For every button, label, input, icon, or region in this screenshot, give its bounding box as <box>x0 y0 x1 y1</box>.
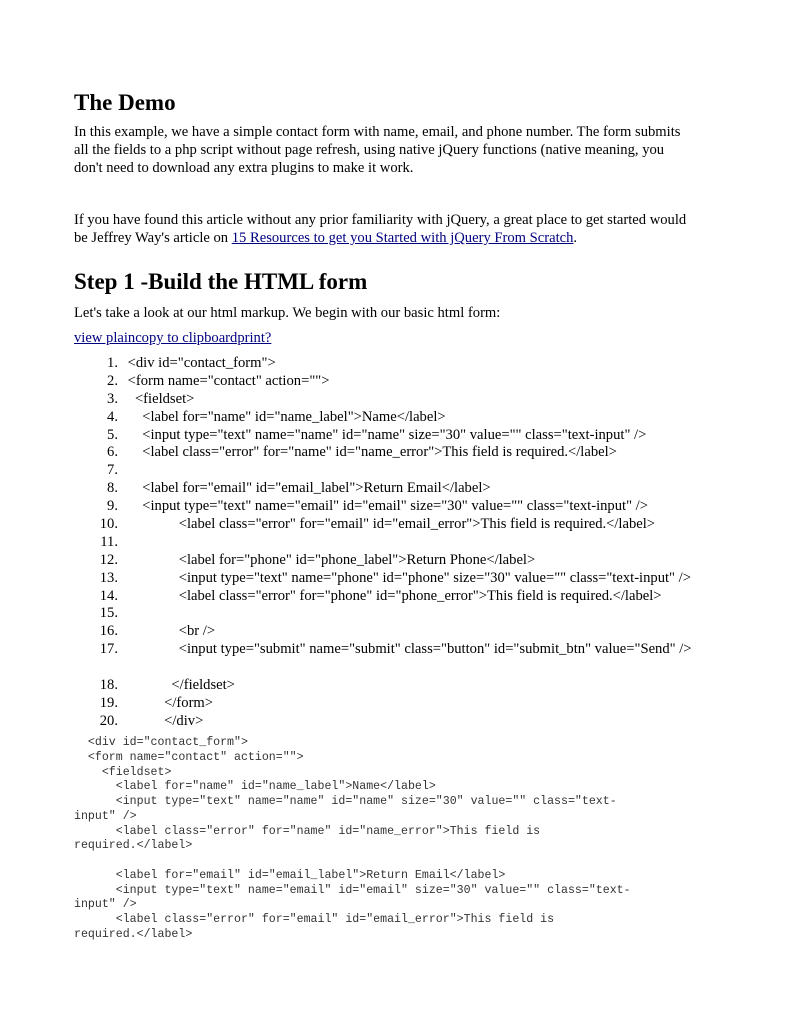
code-line-number: 13. <box>99 569 118 586</box>
code-toolbar <box>74 329 271 347</box>
code-line-text: <form name="contact" action=""> <box>124 372 330 389</box>
resource-line-1: If you have found this article without any prior familiarity with jQuery, a great place to get started would <box>74 212 687 228</box>
code-list-row <box>74 534 692 552</box>
code-line-text: <input type="text" name="phone" id="phone" size="30" value="" class="text-input" /> <box>124 569 691 586</box>
code-line-text: </fieldset> <box>124 677 235 694</box>
demo-intro-paragraph <box>74 123 724 177</box>
code-line-number: 5. <box>107 426 118 443</box>
demo-intro-line-3: don't need to download any extra plugins to make it work. <box>74 160 414 176</box>
code-line-number: 6. <box>107 444 118 461</box>
code-line-number: 7. <box>107 462 118 479</box>
code-line-text: <fieldset> <box>124 390 195 407</box>
step1-intro: Let's take a look at our html markup. We begin with our basic html form: <box>74 305 501 321</box>
step1-heading: Step 1 -Build the HTML form <box>74 269 368 294</box>
code-line-number: 20. <box>99 712 118 729</box>
code-line-number: 9. <box>107 498 118 515</box>
code-list-row <box>74 641 692 659</box>
code-list-row <box>74 588 692 606</box>
code-list-row <box>74 409 692 427</box>
code-list-spacer <box>74 659 692 677</box>
code-line-text: <div id="contact_form"> <box>124 355 276 371</box>
code-line-number: 17. <box>99 641 118 658</box>
plain-code-block: <div id="contact_form"> <form name="contact" action=""> <fieldset> <label for="name" id="name_label">Name</label> <input type="text" name="name" id="name" size="30" value="" class="text- input" /> <label class="error" for="name" id="name_error">This field is required.</label> <label for="email" id="email_label">Return Email</label> <input type="text" name="email" id="email" size="30" value="" class="text- input" /> <label class="error" for="email" id="email_error">This field is required.</label> <box>74 736 631 941</box>
code-line-number: 2. <box>107 372 118 389</box>
resource-suffix: . <box>573 230 578 246</box>
code-line-text: <label class="error" for="phone" id="phone_error">This field is required.</label> <box>124 587 662 604</box>
code-list-row <box>74 623 692 641</box>
numbered-code-listing <box>74 355 692 731</box>
demo-intro-line-1: In this example, we have a simple contact form with name, email, and phone number. The form submits <box>74 124 681 140</box>
code-list-row <box>74 713 692 731</box>
code-line-number: 3. <box>107 390 118 407</box>
code-list-row <box>74 391 692 409</box>
code-line-text: <label for="phone" id="phone_label">Return Phone</label> <box>124 551 536 568</box>
code-line-number: 18. <box>99 677 118 694</box>
code-line-text: <input type="submit" name="submit" class="button" id="submit_btn" value="Send" /> <box>124 641 692 658</box>
code-line-text: <input type="text" name="email" id="email" size="30" value="" class="text-input" /> <box>124 498 648 515</box>
code-list-row <box>74 427 692 445</box>
view-plain-copy-print-link[interactable]: view plaincopy to clipboardprint? <box>74 330 272 346</box>
code-line-number: 14. <box>99 587 118 604</box>
code-line-text: </form> <box>124 694 214 711</box>
code-line-number: 15. <box>99 605 118 622</box>
code-list-row <box>74 480 692 498</box>
code-line-number: 8. <box>107 480 118 497</box>
code-list-row <box>74 695 692 713</box>
code-line-text: <input type="text" name="name" id="name" size="30" value="" class="text-input" /> <box>124 426 647 443</box>
code-list-row <box>74 605 692 623</box>
code-list-row <box>74 498 692 516</box>
code-line-number: 19. <box>99 694 118 711</box>
code-line-text: <label for="email" id="email_label">Return Email</label> <box>124 480 491 497</box>
code-list-row <box>74 570 692 588</box>
demo-heading: The Demo <box>74 90 176 115</box>
code-list-row <box>74 355 692 373</box>
resource-prefix: be Jeffrey Way's article on <box>74 230 232 246</box>
code-line-number: 11. <box>100 533 118 550</box>
code-list-row <box>74 516 692 534</box>
code-line-text: <br /> <box>124 623 216 640</box>
code-line-number: 16. <box>99 623 118 640</box>
code-list-row <box>74 677 692 695</box>
code-line-number: 12. <box>99 551 118 568</box>
code-list-row <box>74 444 692 462</box>
jquery-resource-paragraph <box>74 211 724 247</box>
code-line-number: 1. <box>107 355 118 371</box>
code-list-row <box>74 462 692 480</box>
code-line-text: <label class="error" for="email" id="email_error">This field is required.</label> <box>124 516 656 533</box>
code-list-row <box>74 552 692 570</box>
code-line-text: <label class="error" for="name" id="name_error">This field is required.</label> <box>124 444 617 461</box>
code-line-text: <label for="name" id="name_label">Name</label> <box>124 408 446 425</box>
demo-intro-line-2: all the fields to a php script without page refresh, using native jQuery functions (native meaning, you <box>74 142 665 158</box>
code-line-number: 10. <box>99 516 118 533</box>
code-line-text: </div> <box>124 712 204 729</box>
jquery-resources-link[interactable]: 15 Resources to get you Started with jQuery From Scratch <box>231 230 574 246</box>
code-list-row <box>74 373 692 391</box>
code-line-number: 4. <box>107 408 118 425</box>
